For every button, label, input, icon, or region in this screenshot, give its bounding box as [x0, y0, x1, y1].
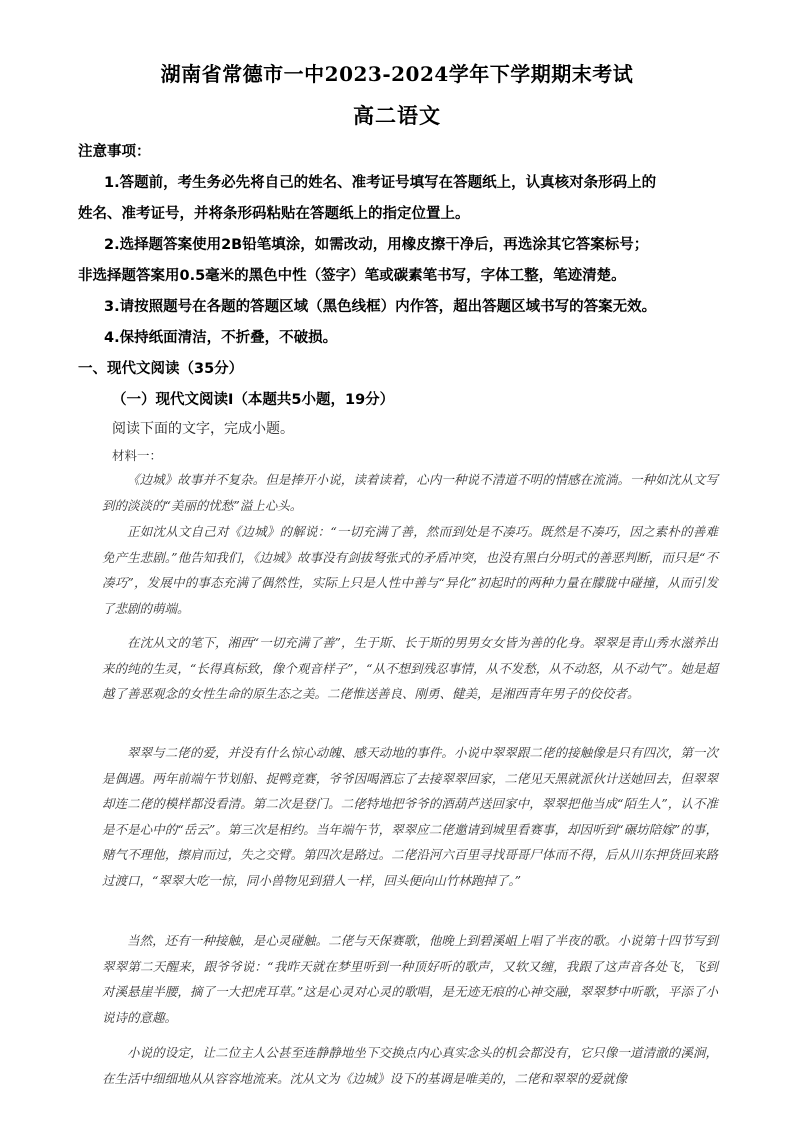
notice-item-1-line-2: 姓名、准考证号，并将条形码粘贴在答题纸上的指定位置上。: [78, 206, 470, 222]
passage-paragraph-3-text: 在沈从文的笔下，湘西“一切充满了善”，生于斯、长于斯的男男女女皆为善的化身。翠翠是青山秀水滋养出来的纯的生灵，“长得真标致，像个观音样子”，“从不想到残忍事情，从不发愁，从不动怒，从不动气”。她是超越了善恶观念的女性生命的原生态之美。二佬惟送善良、刚勇、健美，是湘西青年男子的佼佼者。: [102, 635, 718, 701]
passage-paragraph-5: [102, 928, 718, 1030]
notice-item-2-line-1: 2.选择题答案使用2B铅笔填涂，如需改动，用橡皮擦干净后，再选涂其它答案标号；: [104, 237, 649, 253]
exam-subject: 高二语文: [353, 103, 441, 128]
notice-item-1-line-1: 1.答题前，考生务必先将自己的姓名、准考证号填写在答题纸上，认真核对条形码上的: [104, 175, 657, 191]
passage-paragraph-1: [102, 467, 718, 518]
material-label: 材料一：: [112, 448, 163, 463]
passage-paragraph-3: [102, 630, 718, 707]
passage-paragraph-6: [102, 1040, 718, 1091]
passage-paragraph-4-text: 翠翠与二佬的爱，并没有什么惊心动魄、感天动地的事件。小说中翠翠跟二佬的接触像是只有四次，第一次是偶遇。两年前端午节划船、捉鸭竞赛，爷爷因喝酒忘了去接翠翠回家，二佬见天黑就派伙计送她回去，但翠翠却连二佬的模样都没看清。第二次是登门。二佬特地把爷爷的酒葫芦送回家中，翠翠把他当成“陌生人”，认不准是不是心中的“岳云”。第三次是相约。当年端午节，翠翠应二佬邀请到城里看赛事，却因听到“碾坊陪嫁”的事，赌气不理他，擦肩而过，失之交臂。第四次是路过。二佬沿河六百里寻找哥哥尸体而不得，后从川东押货回来路过渡口，“翠翠大吃一惊，同小兽物见到猎人一样，回头便向山竹林跑掉了。”: [102, 745, 718, 888]
notice-item-4: 4.保持纸面清洁，不折叠，不破损。: [104, 330, 338, 346]
subsection-title: （一）现代文阅读Ⅰ（本题共5小题，19分）: [112, 392, 395, 408]
passage-paragraph-2: [102, 519, 718, 621]
passage-paragraph-6-text: 小说的设定，让二位主人公甚至连静静地坐下交换点内心真实念头的机会都没有，它只像一道清澈的溪涧，在生活中细细地从从容容地流来。沈从文为《边城》设下的基调是唯美的，二佬和翠翠的爱就像: [102, 1045, 718, 1086]
notice-item-3: 3.请按照题号在各题的答题区域（黑色线框）内作答，超出答题区域书写的答案无效。: [104, 299, 657, 315]
notice-item-2-line-2: 非选择题答案用0.5毫米的黑色中性（签字）笔或碳素笔书写，字体工整，笔迹清楚。: [78, 268, 626, 284]
passage-paragraph-5-text: 当然，还有一种接触，是心灵碰触。二佬与天保赛歌，他晚上到碧溪岨上唱了半夜的歌。小说第十四节写到翠翠第二天醒来，跟爷爷说：“我昨天就在梦里听到一种顶好听的歌声，又软又缠，我跟了这声音各处飞，飞到对溪悬崖半腰，摘了一大把虎耳草。”这是心灵对心灵的歌唱，是无迹无痕的心神交融，翠翠梦中听歌，平添了小说诗的意趣。: [102, 933, 718, 1025]
passage-paragraph-4: [102, 740, 718, 893]
notice-heading: 注意事项：: [78, 144, 151, 160]
exam-title: 湖南省常德市一中2023-2024学年下学期期末考试: [160, 62, 634, 86]
reading-instruction: 阅读下面的文字，完成小题。: [112, 421, 294, 437]
passage-paragraph-2-text: 正如沈从文自己对《边城》的解说：“一切充满了善，然而到处是不凑巧。既然是不凑巧，因之素朴的善难免产生悲剧。”他告知我们，《边城》故事没有剑拔弩张式的矛盾冲突，也没有黑白分明式的善恶判断，而只是“不凑巧”，发展中的事态充满了偶然性，实际上只是人性中善与“异化”初起时的两种力量在朦胧中碰撞，从而引发了悲剧的萌端。: [102, 524, 718, 616]
section-title: 一、现代文阅读（35分）: [78, 361, 244, 377]
passage-paragraph-1-text: 《边城》故事并不复杂。但是捧开小说，读着读着，心内一种说不清道不明的情感在流淌。一种如沈从文写到的淡淡的“美丽的忧愁”溢上心头。: [102, 472, 718, 513]
